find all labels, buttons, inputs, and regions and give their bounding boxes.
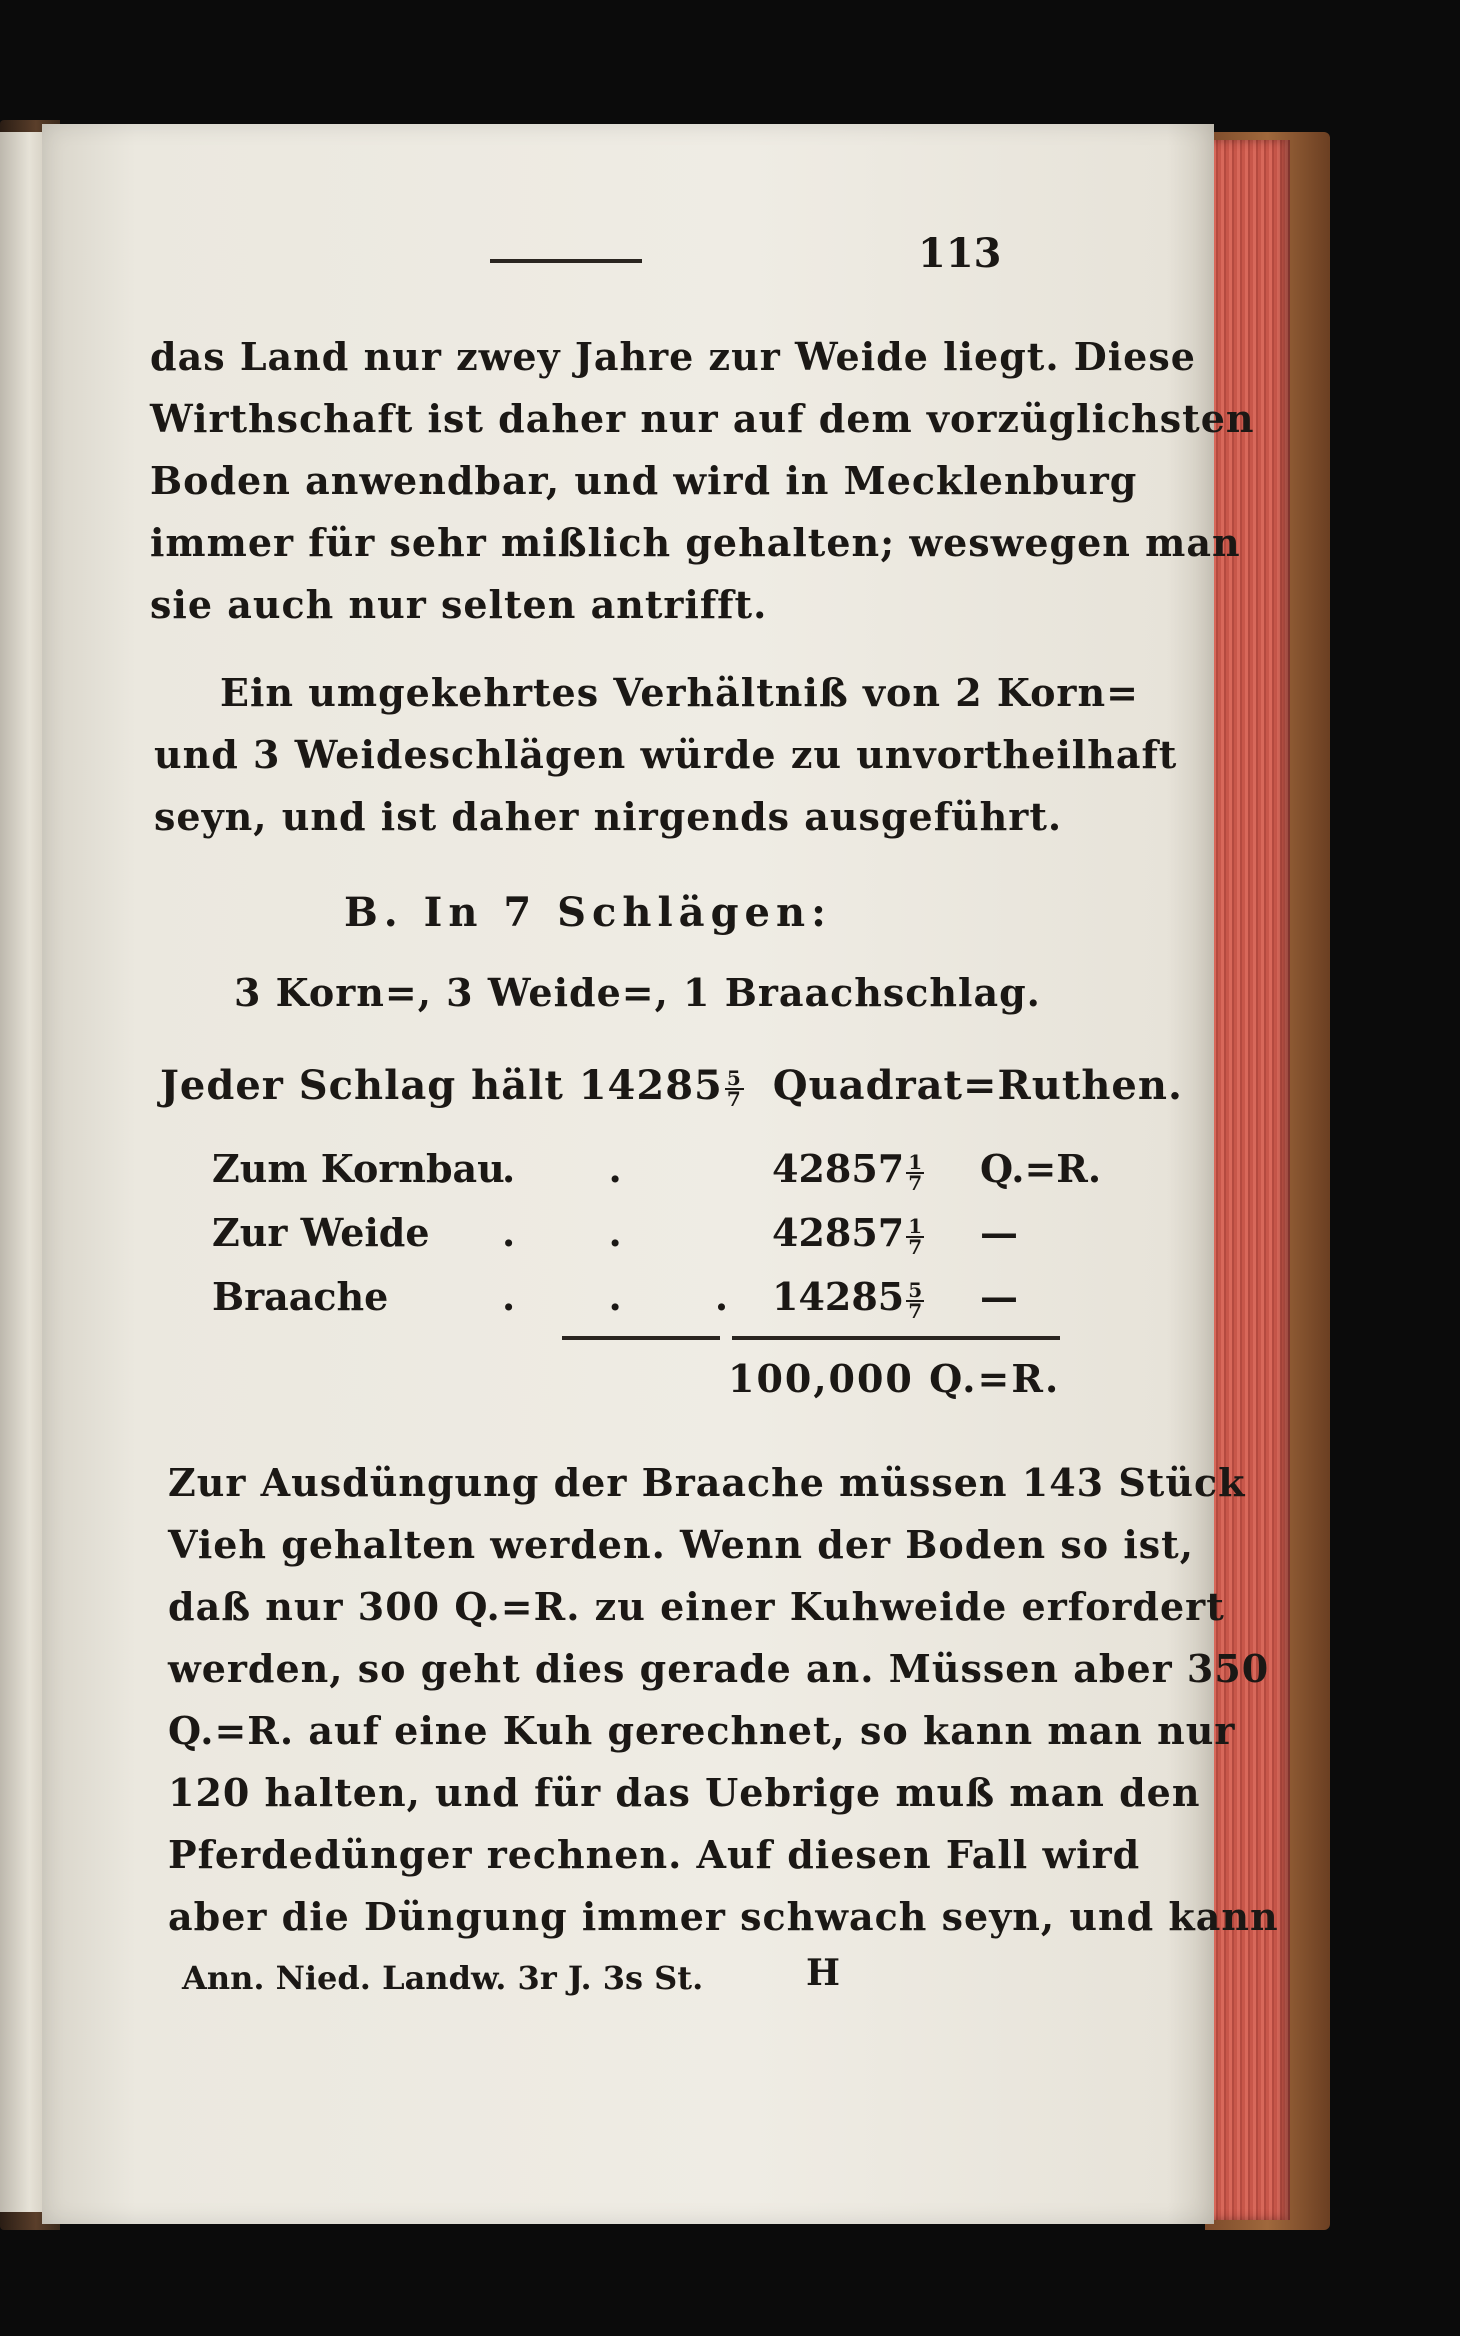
schlag-unit: Quadrat=Ruthen. <box>772 1062 1183 1109</box>
amount-fraction <box>906 1213 924 1259</box>
amount-integer: 42857 <box>772 1146 905 1191</box>
schlag-text: Jeder Schlag hält 14285 <box>160 1062 723 1109</box>
amount-integer: 42857 <box>772 1210 905 1255</box>
signature-line: Ann. Nied. Landw. 3r J. 3s St. <box>182 1959 704 1997</box>
paragraph3-line: werden, so geht dies gerade an. Müssen aber 350 <box>168 1646 1270 1691</box>
paragraph3-line: aber die Düngung immer schwach seyn, und kann <box>168 1894 1279 1939</box>
paragraph3-line: 120 halten, und für das Uebrige muß man den <box>168 1770 1201 1815</box>
section-heading: B. In 7 Schlägen: <box>344 889 832 936</box>
paragraph2-line: und 3 Weideschlägen würde zu unvortheilhaft <box>154 732 1178 777</box>
row-leader-dots: . . <box>502 1210 662 1255</box>
table-row <box>212 1210 1052 1260</box>
paragraph1-line: immer für sehr mißlich gehalten; weswegen man <box>150 520 1241 565</box>
fraction-numerator: 1 <box>908 1213 923 1238</box>
row-unit: Q.=R. <box>980 1146 1102 1191</box>
page <box>42 124 1279 2224</box>
row-leader-dots: . . <box>502 1146 662 1191</box>
fraction-numerator: 5 <box>908 1277 923 1302</box>
fraction-denominator: 7 <box>726 1087 742 1111</box>
paragraph1-line: das Land nur zwey Jahre zur Weide liegt. Diese <box>150 334 1196 379</box>
paragraph3-line: Vieh gehalten werden. Wenn der Boden so ist, <box>168 1522 1194 1567</box>
row-unit: — <box>980 1210 1018 1255</box>
paragraph1-line: Wirthschaft ist daher nur auf dem vorzüglichsten <box>150 396 1255 441</box>
paragraph2-line: seyn, und ist daher nirgends ausgeführt. <box>154 794 1063 839</box>
sum-rule <box>562 1336 720 1340</box>
row-amount <box>772 1146 924 1193</box>
row-label: Braache <box>212 1274 389 1319</box>
paragraph1-line: Boden anwendbar, und wird in Mecklenburg <box>150 458 1138 503</box>
paragraph1-line: sie auch nur selten antrifft. <box>150 582 768 627</box>
row-amount <box>772 1274 924 1321</box>
left-page-edge <box>0 132 42 2212</box>
row-leader-dots: . . . <box>502 1274 769 1319</box>
signature-mark: H <box>806 1952 841 1994</box>
header-rule <box>490 259 642 263</box>
amount-fraction <box>906 1277 924 1323</box>
row-label: Zur Weide <box>212 1210 430 1255</box>
sum-rule <box>732 1336 1060 1340</box>
paragraph3-line: Q.=R. auf eine Kuh gerechnet, so kann man nur <box>168 1708 1236 1753</box>
fraction-denominator: 7 <box>908 1170 923 1195</box>
section-subheading: 3 Korn=, 3 Weide=, 1 Braachschlag. <box>234 970 1041 1015</box>
book <box>0 110 1330 2240</box>
paragraph3-line: Zur Ausdüngung der Braache müssen 143 Stück <box>168 1460 1246 1505</box>
table-row <box>212 1274 1052 1324</box>
row-label: Zum Kornbau <box>212 1146 505 1191</box>
amount-integer: 14285 <box>772 1274 905 1319</box>
amount-fraction <box>906 1149 924 1195</box>
schlag-line <box>160 1062 1183 1109</box>
fraction-denominator: 7 <box>908 1234 923 1259</box>
paragraph3-line: Pferdedünger rechnen. Auf diesen Fall wird <box>168 1832 1141 1877</box>
paragraph2-line: Ein umgekehrtes Verhältniß von 2 Korn= <box>220 670 1139 715</box>
table-row <box>212 1146 1102 1196</box>
schlag-fraction <box>725 1066 744 1111</box>
paragraph3-line: daß nur 300 Q.=R. zu einer Kuhweide erfordert <box>168 1584 1225 1629</box>
fraction-numerator: 5 <box>726 1066 742 1090</box>
row-unit: — <box>980 1274 1018 1319</box>
page-number: 113 <box>918 230 1002 277</box>
row-amount <box>772 1210 924 1257</box>
table-total: 100,000 Q.=R. <box>728 1356 1061 1401</box>
fraction-denominator: 7 <box>908 1298 923 1323</box>
fraction-numerator: 1 <box>908 1149 923 1174</box>
